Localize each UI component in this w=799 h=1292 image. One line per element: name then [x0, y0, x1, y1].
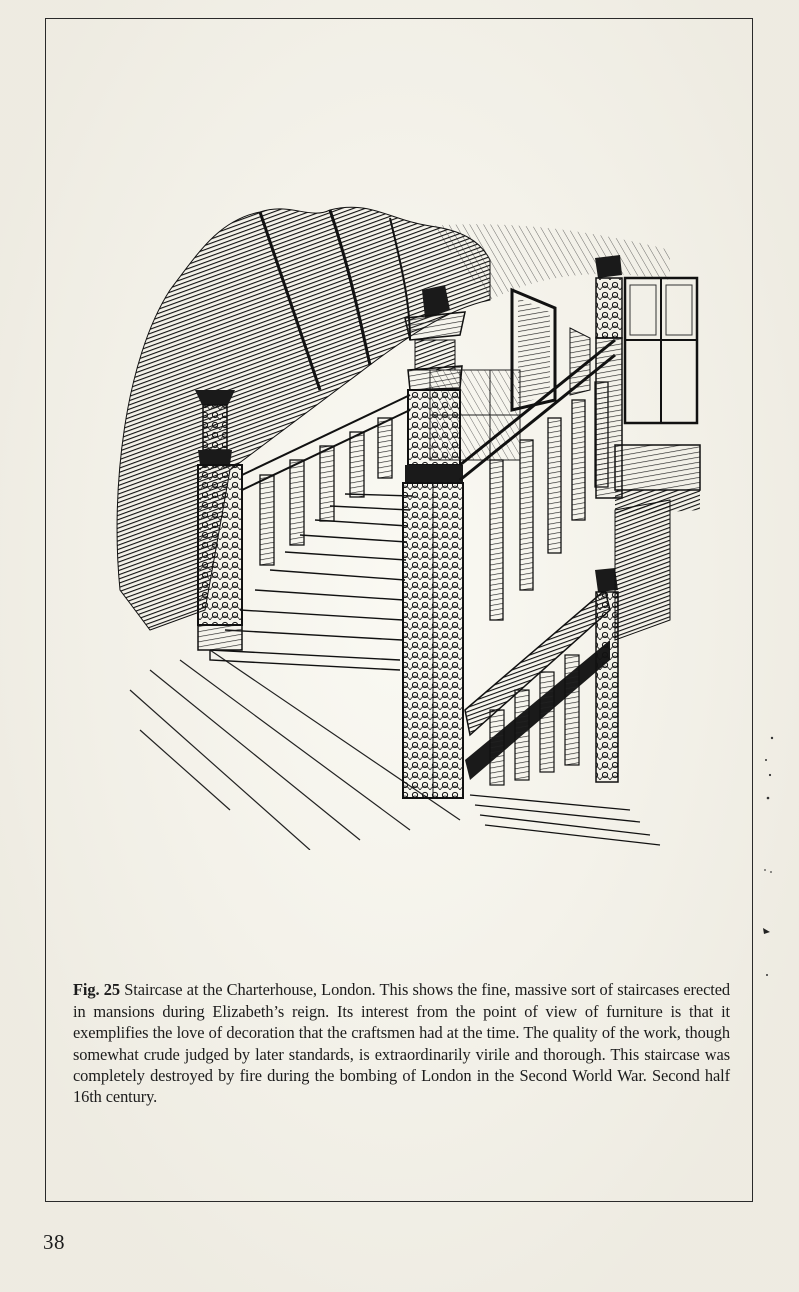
figure-label: Fig. 25	[73, 980, 120, 1000]
caption-text: Staircase at the Charterhouse, London. This shows the fine, massive sort of staircases erected in mansions during Elizabeth’s reign. Its interest from the point of view of furniture is that it exemplifies the love of decoration that the craftsmen had at the time. The quality of the work, though somewhat crude judged by later standards, is extraordinarily virile and thorough. This staircase was completely destroyed by fire during the bombing of London in the Second World War. Second half 16th century.	[73, 980, 730, 1107]
central-newel-post	[403, 285, 465, 798]
staircase-illustration	[110, 190, 710, 850]
paper-specks	[760, 730, 780, 990]
upper-right-newel-post	[595, 255, 622, 498]
figure-caption	[73, 979, 730, 1107]
page-number: 38	[43, 1230, 65, 1254]
